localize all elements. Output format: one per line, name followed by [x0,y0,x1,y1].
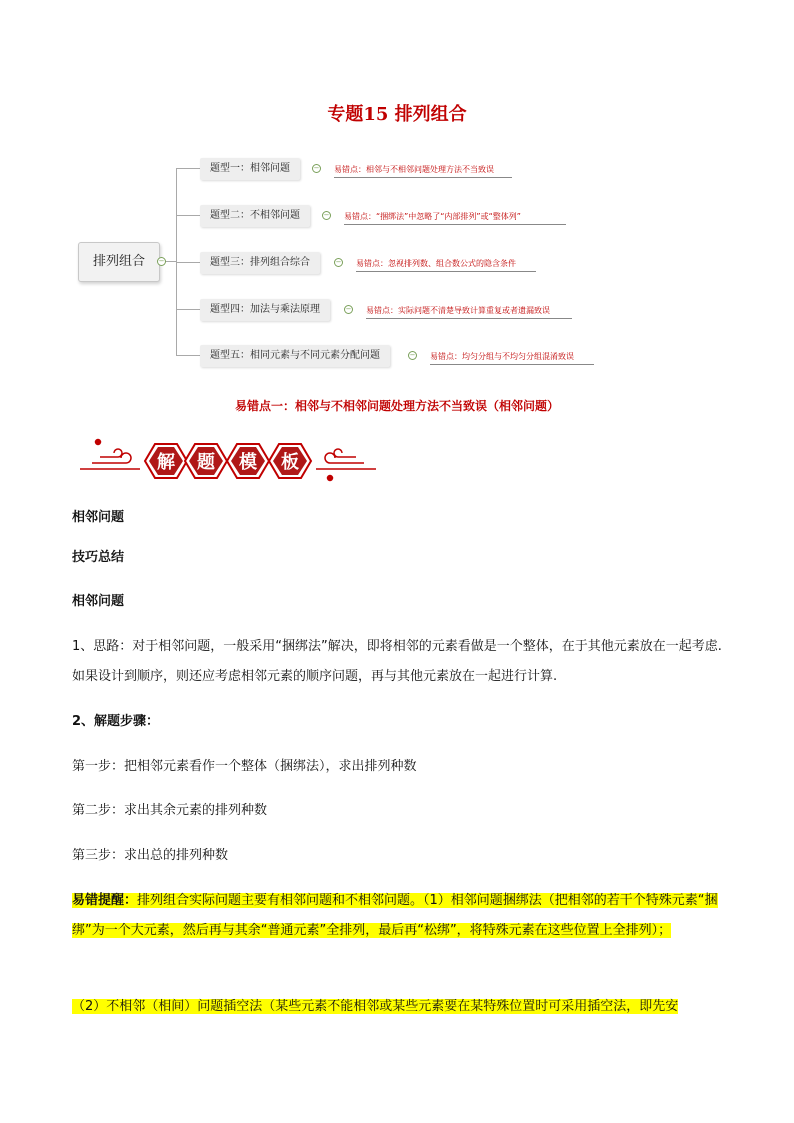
banner-char-4: 板 [281,452,299,473]
paragraph-idea: 1、思路：对于相邻问题，一般采用“捆绑法”解决，即将相邻的元素看做是一个整体，在于其他元素放在一起考虑.如果设计到顺序，则还应考虑相邻元素的顺序问题，再与其他元素放在一起进行计算. [72,639,722,684]
error-reminder-continued [72,992,724,1022]
banner-char-2: 题 [197,452,215,473]
step-3: 第三步：求出总的排列种数 [72,848,229,863]
heading-skill-summary: 技巧总结 [72,550,125,565]
heading-steps: 2、解题步骤： [72,714,160,729]
solution-template-banner [78,432,378,492]
connector-1 [176,168,200,169]
mindmap-root: 排列组合 [78,242,160,282]
error-reminder-label: 易错提醒： [72,893,138,908]
branch-3: 题型三：排列组合综合 [200,252,320,274]
branch-2: 题型二：不相邻问题 [200,205,310,227]
branch-4: 题型四：加法与乘法原理 [200,299,330,321]
branch-5: 题型五：相同元素与不同元素分配问题 [200,345,390,367]
collapse-root-icon[interactable]: − [158,257,165,265]
right-cloud-ornament [316,449,376,481]
heading-adjacent-2: 相邻问题 [72,594,125,609]
error-note-2: 易错点：“捆绑法”中忽略了“内部排列”或“整体列” [344,211,566,225]
branch-1: 题型一：相邻问题 [200,158,300,180]
left-cloud-ornament [80,440,140,470]
connector-3 [176,262,200,263]
connector-4 [176,309,200,310]
error-reminder-text-2: （2）不相邻（相间）问题插空法（某些元素不能相邻或某些元素要在某特殊位置时可采用插空法，即先安 [72,999,679,1014]
connector-5 [176,355,200,356]
error-note-1: 易错点：相邻与不相邻问题处理方法不当致误 [334,164,512,178]
error-note-5: 易错点：均匀分组与不均匀分组混淆致误 [430,351,594,365]
collapse-branch-5-icon[interactable]: − [409,351,416,359]
page-title: 专题15 排列组合 [327,104,467,125]
heading-adjacent: 相邻问题 [72,510,125,525]
collapse-branch-4-icon[interactable]: − [345,305,352,313]
error-note-3: 易错点：忽视排列数、组合数公式的隐含条件 [356,258,536,272]
collapse-branch-2-icon[interactable]: − [323,211,330,219]
error-reminder-text: 排列组合实际问题主要有相邻问题和不相邻问题。（1）相邻问题捆绑法（把相邻的若干个特殊元素“捆绑”为一个大元素，然后再与其余“普通元素”全排列，最后再“松绑”，将特殊元素在这些位置上全排列）； [72,893,718,938]
collapse-branch-3-icon[interactable]: − [335,258,342,266]
error-note-4: 易错点：实际问题不清楚导致计算重复或者遗漏致误 [366,305,572,319]
collapse-branch-1-icon[interactable]: − [313,164,320,172]
section-subheading: 易错点一：相邻与不相邻问题处理方法不当致误（相邻问题） [234,399,559,413]
banner-char-3: 模 [239,452,257,473]
connector-2 [176,215,200,216]
step-2: 第二步：求出其余元素的排列种数 [72,803,268,818]
error-reminder [72,886,724,946]
banner-char-1: 解 [157,452,175,473]
step-1: 第一步：把相邻元素看作一个整体（捆绑法），求出排列种数 [72,759,417,774]
